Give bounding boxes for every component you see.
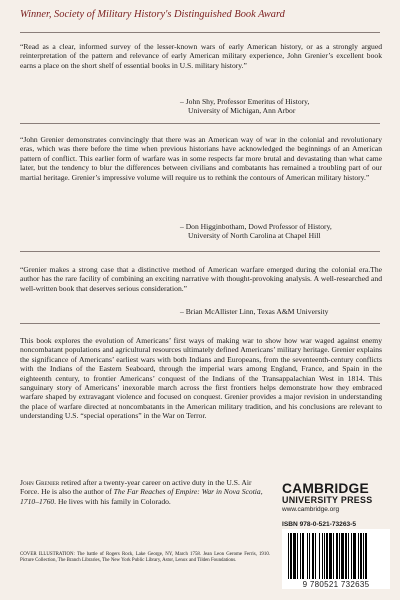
attribution-line: – Brian McAllister Linn, Texas A&M University [180,307,329,316]
attribution-line: – John Shy, Professor Emeritus of History, [180,97,310,106]
barcode-bar [363,533,364,579]
publisher-subname: UNIVERSITY PRESS [282,495,373,505]
divider [20,323,380,324]
divider [20,32,380,33]
barcode-bar [329,533,332,579]
barcode-bar [288,533,289,579]
barcode-bar [293,533,296,579]
barcode-bar [333,533,334,579]
publisher-name: CAMBRIDGE [282,481,369,496]
barcode-bar [358,533,359,579]
review-attribution [180,97,309,116]
author-bio [20,478,270,506]
barcode-bar [297,533,298,579]
attribution-line: University of Michigan, Ann Arbor [188,106,296,116]
barcode-bar [315,533,316,579]
barcode-bars [282,529,390,581]
bio-text: retired after a twenty-year career on active duty in the U.S. Air Force. He is also the author of [20,478,252,497]
author-name: John Grenier [20,478,60,487]
cover-illustration-credit: COVER ILLUSTRATION: The battle of Rogers Rock, Lake George, NY, March 1758. Jean Leon Gerome Ferris, 1910. Picture Collection, The Branch Libraries, The New York Public Library, Astor, Lenox and Tilden Foundations. [20,552,270,564]
barcode-bar [353,533,356,579]
publisher-url: www.cambridge.org [282,506,340,513]
barcode-bar [351,533,352,579]
review-quote: “Grenier makes a strong case that a distinctive method of American warfare emerged during the colonial era.The author has the rare facility of combining an exciting narrative with thought-provoking analysis. A well-researched and well-written book that deserves serious consideration.” [20,265,382,293]
bio-text: . He lives with his family in Colorado. [54,496,171,506]
isbn: ISBN 978-0-521-73263-5 [282,521,357,528]
barcode-bar [326,533,328,579]
divider [20,123,380,124]
barcode-bar [360,533,362,579]
barcode-bar [319,533,320,579]
barcode-bar [336,533,338,579]
barcode-bar [322,533,323,579]
barcode-bar [307,533,308,579]
award-banner: Winner, Society of Military History's Distinguished Book Award [20,9,285,20]
attribution-line: University of North Carolina at Chapel Hill [188,231,321,241]
book-description: This book explores the evolution of Americans’ first ways of making war to show how war waged against enemy noncombatant populations and agricultural resources ultimately defined Americans’ military heritage. Grenier explains the significance of Americans’ earliest wars with both Indians and Europeans, from the seventeenth-century conflicts with the Indians of the Eastern Seaboard, through the imperial wars among England, France, and Spain in the eighteenth century, to frontier Americans’ conquest of the Indians of the Transappalachian West in 1814. This sanguinary story of Americans’ inexorable march across the first frontiers helps demonstrate how they embraced warfare shaped by extravagant violence and focused on conquest. Grenier provides a major revision in understanding the place of warfare directed at noncombatants in the American military tradition, and his conclusions are relevant to understanding U.S. “special operations” in the War on Terror. [20,336,382,421]
barcode-bar [300,533,301,579]
barcode-bar [348,533,349,579]
barcode-bar [345,533,347,579]
barcode-bar [365,533,367,579]
review-attribution [180,307,328,316]
barcode-number: 9 780521 732635 [282,580,390,589]
barcode-bar [302,533,304,579]
barcode-bar [309,533,310,579]
barcode-bar [312,533,314,579]
review-quote: “Read as a clear, informed survey of the lesser-known wars of early American history, or as a strongly argued reinterpretation of the pattern and relevance of early American military experience, John Grenier’s excellent book earns a place on the short shelf of essential books in U.S. military history.” [20,42,382,70]
barcode-bar [341,533,344,579]
attribution-line: – Don Higginbotham, Dowd Professor of History, [180,222,332,231]
review-attribution [180,222,332,241]
divider [20,251,380,252]
barcode-bar [290,533,292,579]
bio-book-title: The Far Reaches of Empire: War in Nova Scotia, 1710–1760 [20,487,263,506]
barcode-bar [339,533,340,579]
review-quote: “John Grenier demonstrates convincingly that there was an American way of war in the colonial and revolutionary eras, which was there before the time when previous historians have acknowledged the beginnings of an American pattern of conflict. This earlier form of warfare was in some respects far more brutal and devastating than what came later, but the tendency to blur the differences between civilians and combatants has remained a troubling part of our martial heritage. Grenier’s impressive volume will require us to rethink the contours of American military history.” [20,135,382,182]
barcode-bar [324,533,325,579]
